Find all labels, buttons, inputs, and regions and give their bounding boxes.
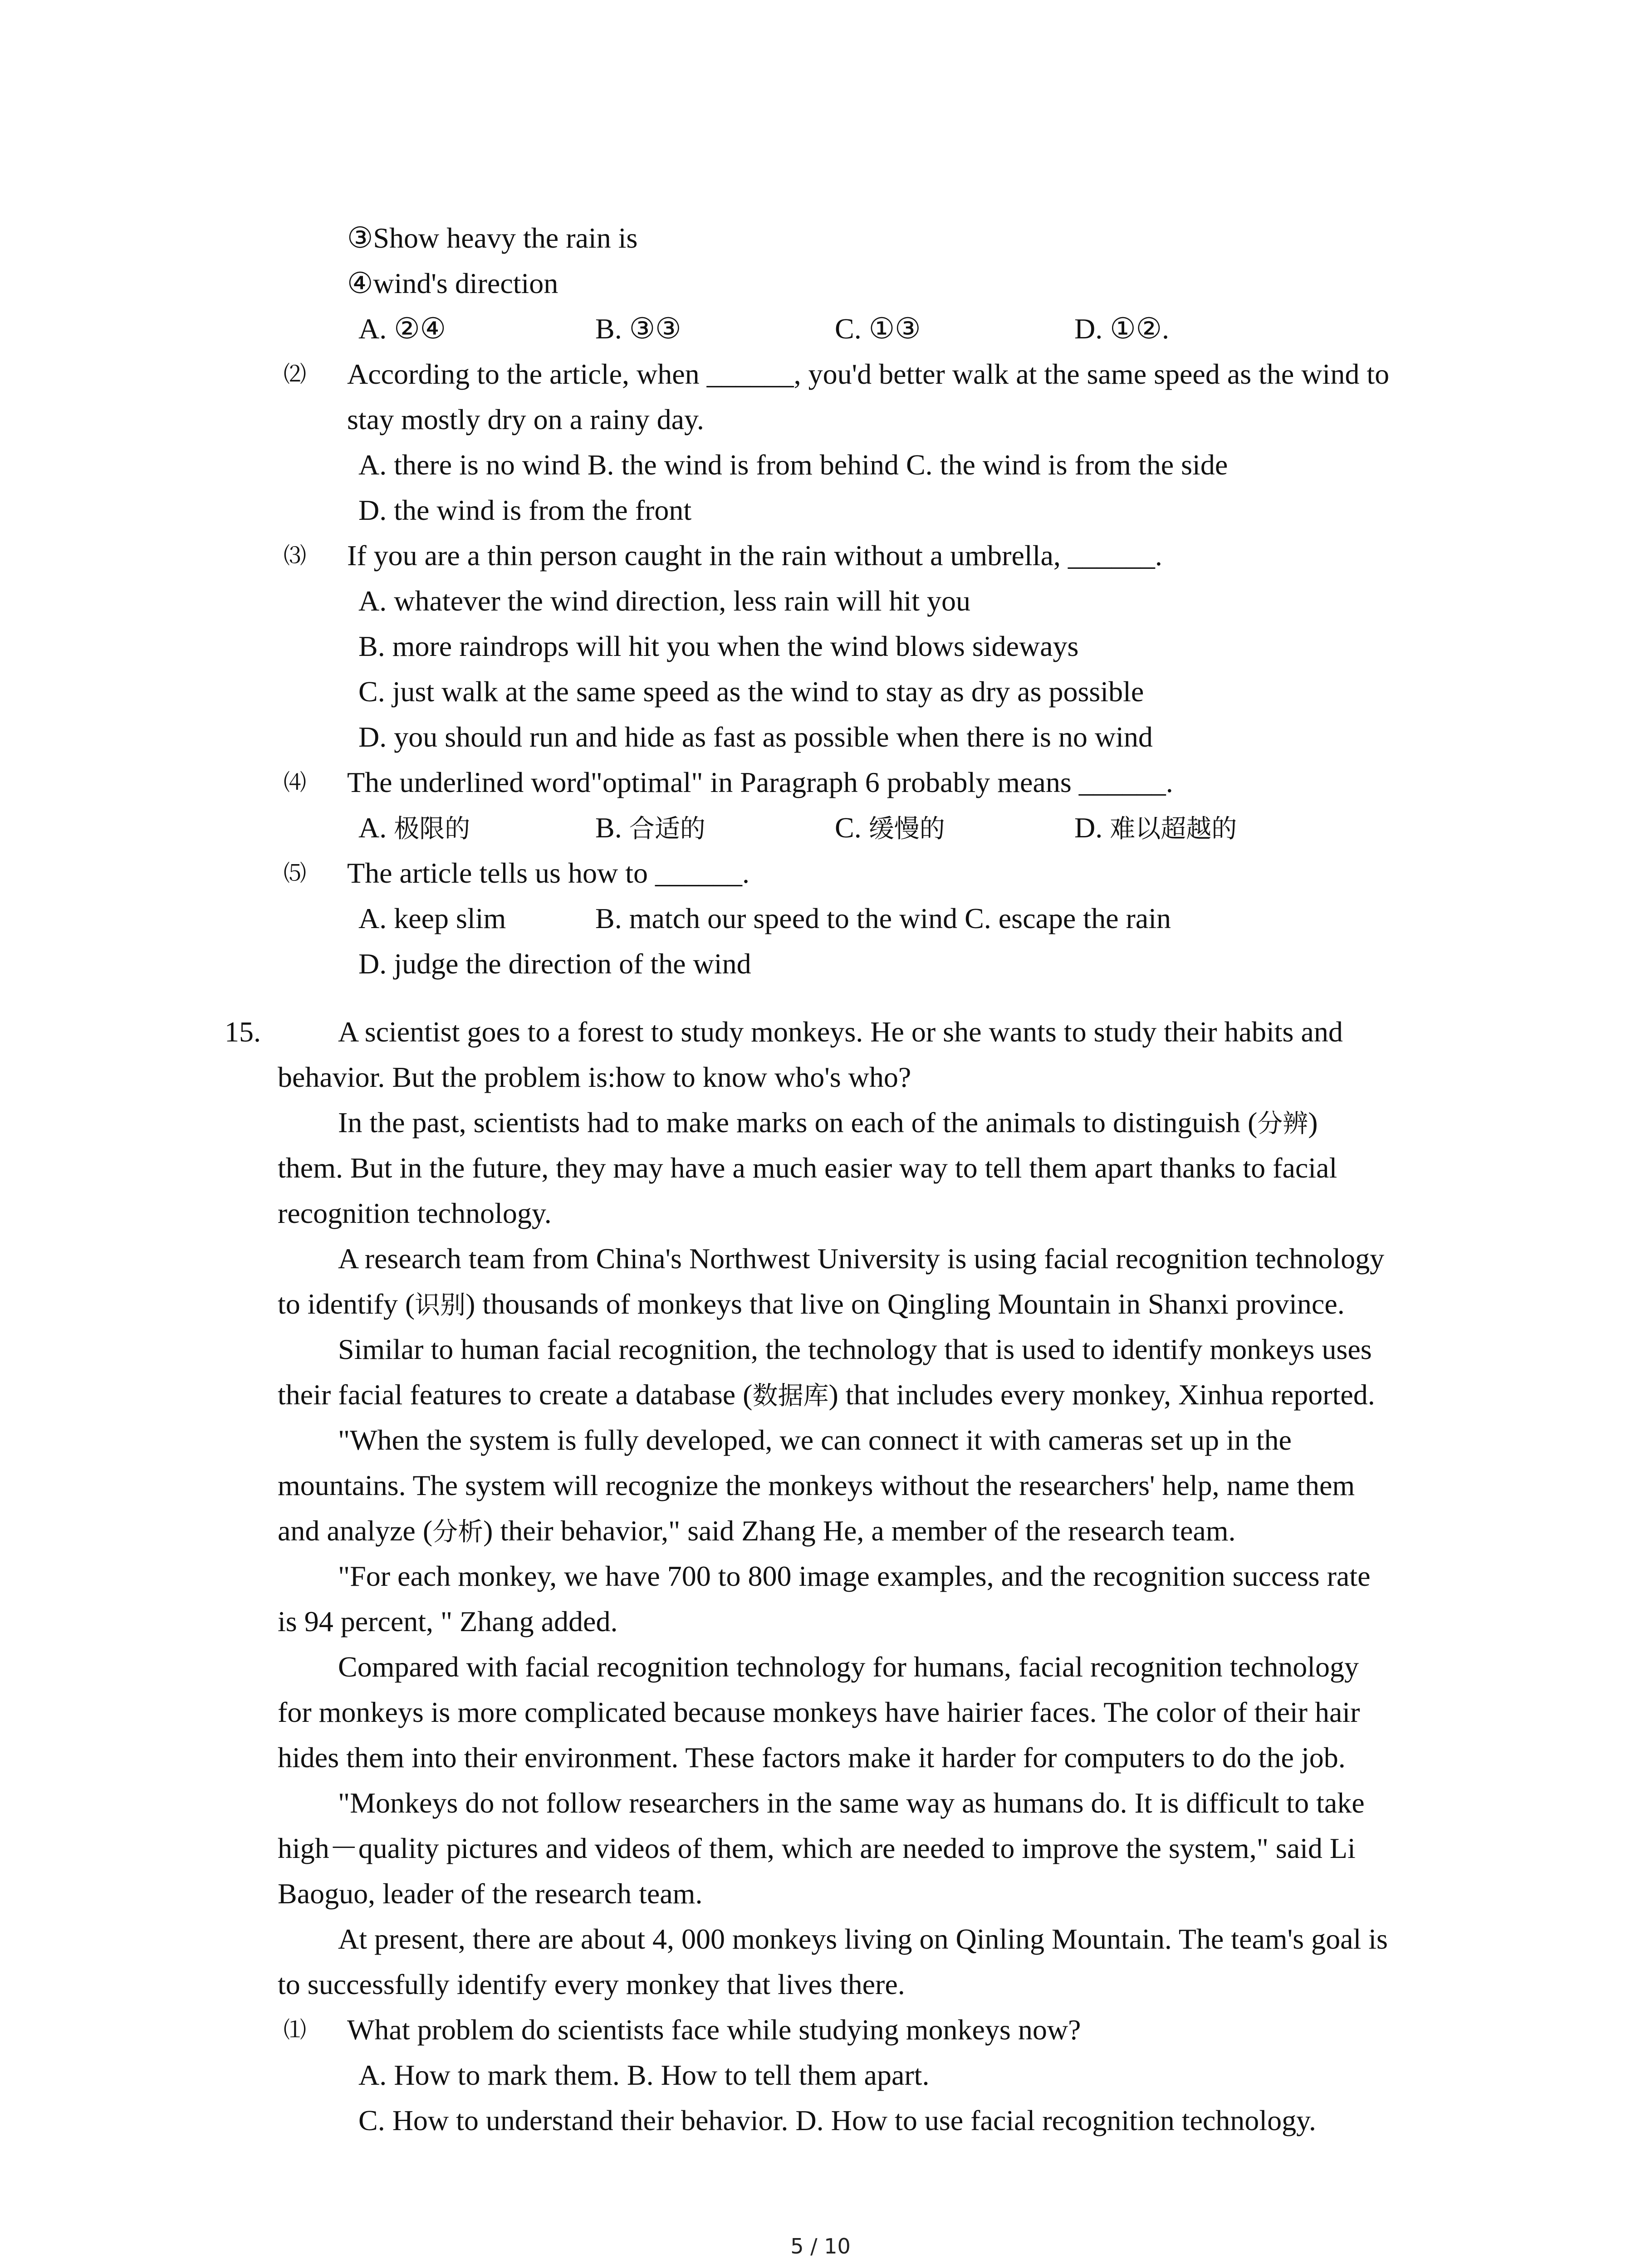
passage-line: them. But in the future, they may have a much easier way to tell them apart thanks to facial [278, 1152, 1337, 1184]
q4-choice-d: D. 难以超越的 [1074, 811, 1237, 844]
question-number: ⑴ [284, 2017, 306, 2043]
sub1-choices-cd: C. How to understand their behavior. D. How to use facial recognition technology. [358, 2104, 1316, 2136]
sub1-choices-ab: A. How to mark them. B. How to tell them apart. [358, 2059, 930, 2091]
q4-choice-c: C. 缓慢的 [835, 811, 945, 844]
question-number-15: 15. [225, 1016, 261, 1048]
q5-choices-bc: B. match our speed to the wind C. escape the rain [595, 902, 1171, 934]
question-stem: The underlined word"optimal" in Paragraph 6 probably means ______. [347, 766, 1173, 798]
option-line-3: ③Show heavy the rain is [347, 222, 638, 254]
q3-choice-c: C. just walk at the same speed as the wind to stay as dry as possible [358, 675, 1144, 708]
passage-line: recognition technology. [278, 1197, 552, 1229]
q1-choice-c: C. ①③ [835, 313, 921, 345]
question-number: ⑵ [284, 361, 306, 387]
question-stem-cont: stay mostly dry on a rainy day. [347, 403, 704, 435]
q1-choice-a: A. ②④ [358, 313, 446, 345]
q4-choice-a: A. 极限的 [358, 811, 470, 844]
q5-choice-a: A. keep slim [358, 902, 506, 934]
q4-choice-b: B. 合适的 [595, 811, 705, 844]
passage-line: Baoguo, leader of the research team. [278, 1877, 703, 1910]
passage-line: to identify (识别) thousands of monkeys that live on Qingling Mountain in Shanxi province. [278, 1288, 1345, 1320]
q1-choice-b: B. ③③ [595, 313, 681, 345]
q1-choice-d: D. ①②. [1074, 313, 1169, 345]
question-number: ⑷ [284, 769, 306, 796]
q5-choice-d: D. judge the direction of the wind [358, 948, 751, 980]
passage-line: and analyze (分析) their behavior," said Zhang He, a member of the research team. [278, 1515, 1236, 1547]
passage-line: A research team from China's Northwest University is using facial recognition technology [338, 1242, 1385, 1275]
passage-line: hides them into their environment. These factors make it harder for computers to do the job. [278, 1741, 1346, 1774]
page-number: 5 / 10 [790, 2234, 851, 2258]
q2-choices: A. there is no wind B. the wind is from behind C. the wind is from the side [358, 449, 1228, 481]
passage-line: A scientist goes to a forest to study monkeys. He or she wants to study their habits and [338, 1016, 1343, 1048]
q3-choice-b: B. more raindrops will hit you when the wind blows sideways [358, 630, 1079, 662]
question-stem: The article tells us how to ______. [347, 857, 749, 889]
passage-line: behavior. But the problem is:how to know who's who? [278, 1061, 911, 1093]
passage-line: their facial features to create a database (数据库) that includes every monkey, Xinhua reported. [278, 1378, 1375, 1411]
passage-line: In the past, scientists had to make marks on each of the animals to distinguish (分辨) [338, 1106, 1318, 1139]
passage-line: to successfully identify every monkey that lives there. [278, 1968, 905, 2000]
passage-line: "When the system is fully developed, we can connect it with cameras set up in the [338, 1424, 1292, 1456]
question-number: ⑶ [284, 543, 306, 569]
question-number: ⑸ [284, 860, 306, 886]
passage-line: mountains. The system will recognize the monkeys without the researchers' help, name them [278, 1469, 1355, 1501]
passage-line: is 94 percent, " Zhang added. [278, 1605, 618, 1637]
q3-choice-a: A. whatever the wind direction, less rain will hit you [358, 585, 971, 617]
passage-line: Similar to human facial recognition, the technology that is used to identify monkeys uses [338, 1333, 1372, 1365]
passage-line: "Monkeys do not follow researchers in the same way as humans do. It is difficult to take [338, 1787, 1365, 1819]
passage-line: high－quality pictures and videos of them, which are needed to improve the system," said Li [278, 1832, 1356, 1864]
passage-line: At present, there are about 4, 000 monkeys living on Qinling Mountain. The team's goal is [338, 1923, 1388, 1955]
question-stem: According to the article, when ______, you'd better walk at the same speed as the wind to [347, 358, 1390, 390]
passage-line: Compared with facial recognition technology for humans, facial recognition technology [338, 1651, 1359, 1683]
passage-line: for monkeys is more complicated because monkeys have hairier faces. The color of their hair [278, 1696, 1360, 1728]
option-line-4: ④wind's direction [347, 267, 558, 299]
question-stem: If you are a thin person caught in the rain without a umbrella, ______. [347, 539, 1162, 572]
passage-line: "For each monkey, we have 700 to 800 image examples, and the recognition success rate [338, 1560, 1371, 1592]
question-stem: What problem do scientists face while studying monkeys now? [347, 2014, 1081, 2046]
q2-choice-d: D. the wind is from the front [358, 494, 692, 526]
q3-choice-d: D. you should run and hide as fast as possible when there is no wind [358, 721, 1153, 753]
